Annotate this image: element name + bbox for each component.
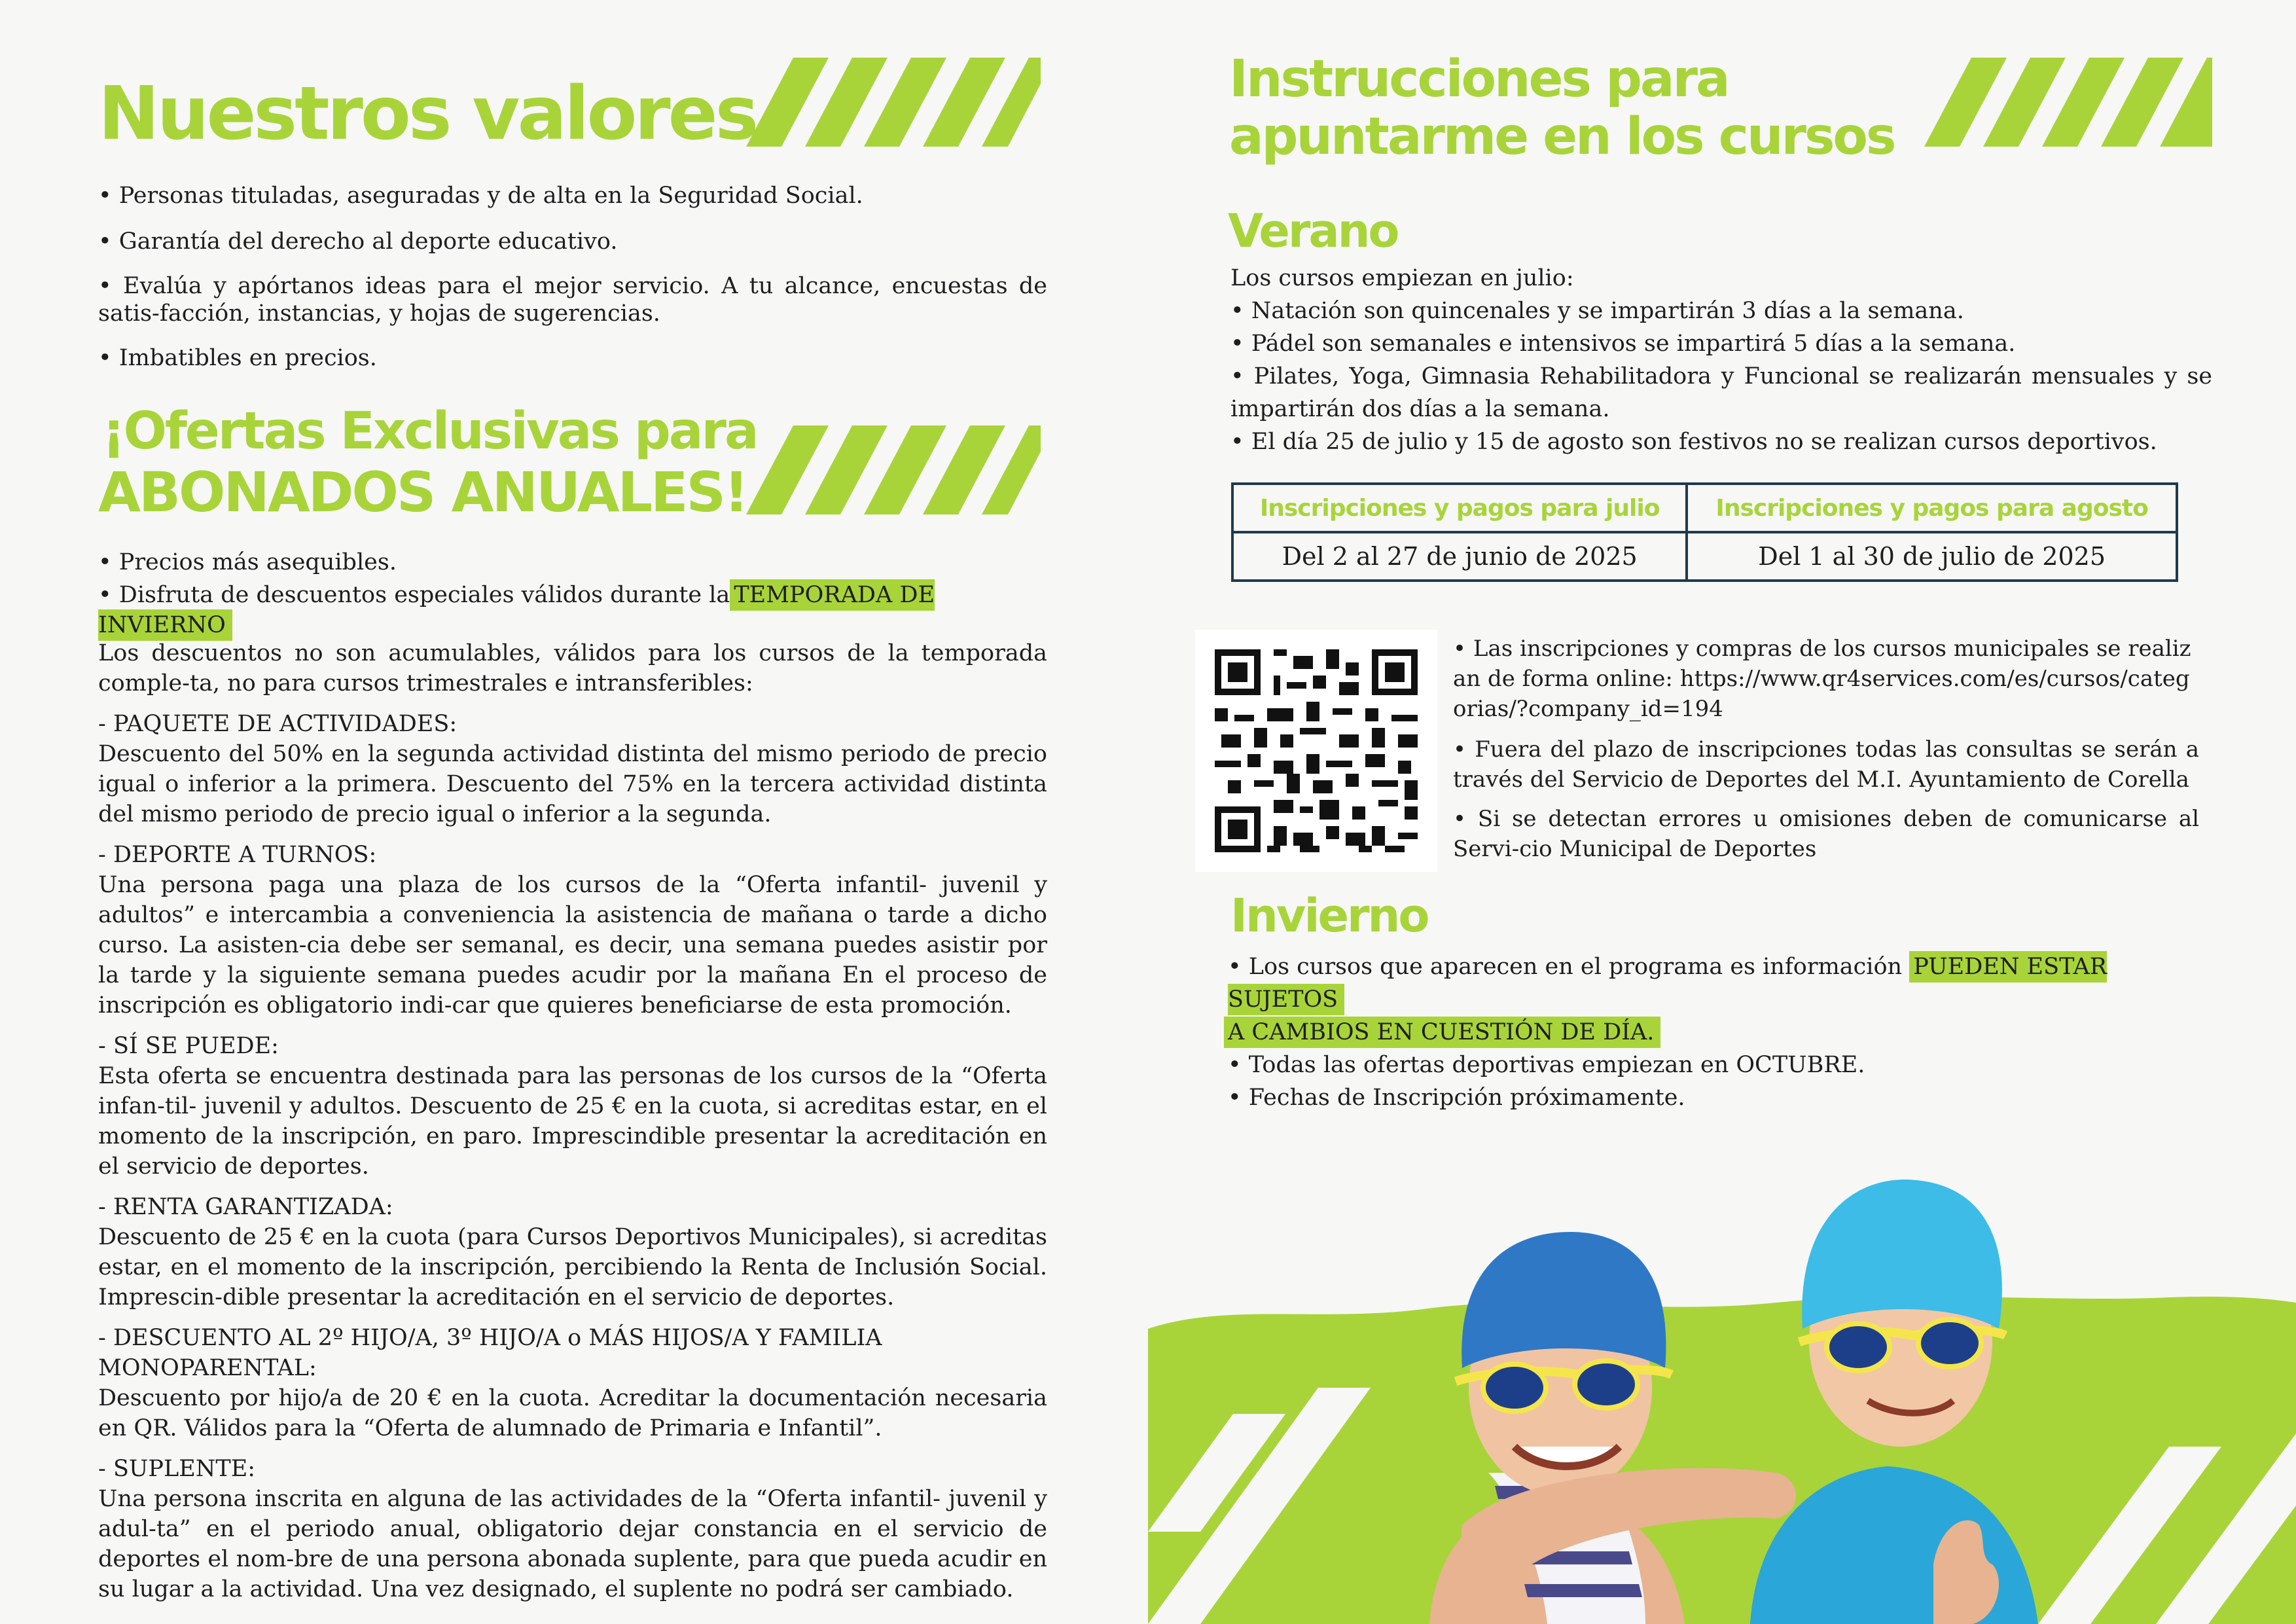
table-cell-july: Del 2 al 27 de junio de 2025 [1232, 532, 1687, 581]
winter-bullet: • Los cursos que aparecen en el programa es información [1228, 954, 1903, 980]
discount-heading: - DESCUENTO AL 2º HIJO/A, 3º HIJO/A o MÁS HIJOS/A Y FAMILIA MONOPARENTAL: [98, 1325, 882, 1381]
discount-block [98, 1031, 1047, 1182]
discount-body: Descuento por hijo/a de 20 € en la cuota. Acreditar la documentación necesaria en QR. Válidos para la “Oferta de alumnado de Primaria e Infantil”. [98, 1385, 1047, 1441]
summer-intro: Los cursos empiezan en julio: [1230, 265, 1574, 291]
discount-body: Esta oferta se encuentra destinada para las personas de los cursos de la “Oferta infan-til- juvenil y adultos. Descuento de 25 € en la cuota, si acreditas estar, en el momento de la inscripción, en paro. Imprescindible presentar la acreditación en el servicio de deportes. [98, 1063, 1047, 1180]
summer-title: Verano [1228, 204, 1398, 258]
offers-title-line2: ABONADOS ANUALES! [98, 460, 747, 524]
summer-bullet: • Pilates, Yoga, Gimnasia Rehabilitadora y Funcional se realizarán mensuales y se impartirán dos días a la semana. [1230, 363, 2212, 422]
online-info [1453, 634, 2199, 864]
online-bullet: • Las inscripciones y compras de los cursos municipales se realizan de forma online: https://www.qr4services.com/es/cursos/categorias/?company_id=194 [1453, 636, 2191, 722]
online-bullet: • Si se detectan errores u omisiones deben de comunicarse al Servi-cio Municipal de Deportes [1453, 806, 2199, 862]
discount-heading: - SUPLENTE: [98, 1456, 256, 1482]
values-title: Nuestros valores [98, 71, 757, 156]
summer-section [1230, 262, 2212, 458]
discount-body: Descuento del 50% en la segunda actividad distinta del mismo periodo de precio igual o inferior a la primera. Descuento del 75% en la tercera actividad distinta del mismo periodo de precio igual o inferior a la segunda. [98, 741, 1047, 827]
discount-body: Una persona inscrita en alguna de las actividades de la “Oferta infantil- juvenil y adul-ta” en el periodo anual, obligatorio dejar constancia en el servicio de deportes el nom-bre de una persona abonada suplente, para que pueda acudir en su lugar a la actividad. Una vez designado, el suplente no podrá ser cambiado. [98, 1486, 1047, 1602]
values-list [98, 181, 1047, 373]
table-header-row [1232, 484, 2177, 532]
offers-title-line1: ¡Ofertas Exclusivas para [102, 402, 757, 461]
table-header-july: Inscripciones y pagos para julio [1232, 484, 1687, 532]
value-item: • Personas tituladas, aseguradas y de alta en la Seguridad Social. [98, 183, 863, 209]
offer-bullet: • Disfruta de descuentos especiales válidos durante la [98, 582, 730, 608]
winter-title: Invierno [1230, 889, 1428, 943]
discount-body: Descuento de 25 € en la cuota (para Cursos Deportivos Municipales), si acreditas estar, en el momento de la inscripción, percibiendo la Renta de Inclusión Social. Imprescin-dible presentar la acreditación en el servicio de deportes. [98, 1224, 1047, 1310]
value-item: • Imbatibles en precios. [98, 345, 377, 371]
swimmers-photo [1148, 1106, 2296, 1624]
discount-block [98, 1454, 1047, 1604]
winter-bullet: • Todas las ofertas deportivas empiezan en OCTUBRE. [1228, 1052, 1865, 1078]
instructions-title-line2: apuntarme en los cursos [1229, 107, 1895, 166]
discount-heading: - PAQUETE DE ACTIVIDADES: [98, 711, 457, 737]
table-row [1232, 532, 2177, 581]
summer-bullet: • Pádel son semanales e intensivos se impartirá 5 días a la semana. [1230, 331, 2016, 357]
discount-block [98, 1323, 1047, 1443]
stripes-decoration [1924, 58, 2212, 147]
value-item: • Evalúa y apórtanos ideas para el mejor servicio. A tu alcance, encuestas de satis-facción, instancias, y hojas de sugerencias. [98, 273, 1047, 327]
discount-block [98, 840, 1047, 1020]
discount-heading: - SÍ SE PUEDE: [98, 1033, 279, 1059]
summer-bullet: • Natación son quincenales y se impartirán 3 días a la semana. [1230, 298, 1964, 324]
instructions-title-line1: Instrucciones para [1229, 50, 1729, 109]
table-cell-august: Del 1 al 30 de julio de 2025 [1687, 532, 2177, 581]
offers-list [98, 547, 1060, 640]
discounts-section [98, 638, 1047, 1604]
instructions-title [1229, 50, 1895, 166]
qr-code[interactable] [1195, 630, 1437, 872]
offer-bullet: • Precios más asequibles. [98, 549, 397, 575]
discounts-intro: Los descuentos no son acumulables, válidos para los cursos de la temporada comple-ta, no para cursos trimestrales e intransferibles: [98, 640, 1047, 696]
winter-bullet: • Fechas de Inscripción próximamente. [1228, 1085, 1685, 1111]
qr-code-icon [1195, 630, 1437, 872]
value-item: • Garantía del derecho al deporte educativo. [98, 228, 618, 255]
highlight-changes: A CAMBIOS EN CUESTIÓN DE DÍA. [1224, 1017, 1660, 1048]
highlight-winter: TEMPORADA DE INVIERNO [98, 579, 935, 641]
online-bullet: • Fuera del plazo de inscripciones todas las consultas se serán a través del Servicio de Deportes del M.I. Ayuntamiento de Corella [1453, 736, 2199, 793]
stripes-decoration [746, 425, 1041, 514]
stripes-decoration [746, 58, 1041, 147]
discount-heading: - RENTA GARANTIZADA: [98, 1194, 393, 1220]
discount-body: Una persona paga una plaza de los cursos de la “Oferta infantil- juvenil y adultos” e intercambia a conveniencia la asistencia de mañana o tarde a dicho curso. La asisten-cia debe ser semanal, es decir, una semana puedes asistir por la tarde y la siguiente semana puedes acudir por la mañana En el proceso de inscripción es obligatorio indi-car que quieres beneficiarse de esta promoción. [98, 872, 1047, 1019]
winter-section [1228, 950, 2216, 1114]
highlight-changes: PUEDEN ESTAR SUJETOS [1228, 951, 2107, 1015]
offers-title [98, 402, 757, 524]
discount-block [98, 1192, 1047, 1312]
discount-heading: - DEPORTE A TURNOS: [98, 842, 377, 868]
summer-bullet: • El día 25 de julio y 15 de agosto son festivos no se realizan cursos deportivos. [1230, 429, 2157, 455]
table-header-august: Inscripciones y pagos para agosto [1687, 484, 2177, 532]
registration-table [1231, 482, 2178, 582]
discount-block [98, 709, 1047, 829]
